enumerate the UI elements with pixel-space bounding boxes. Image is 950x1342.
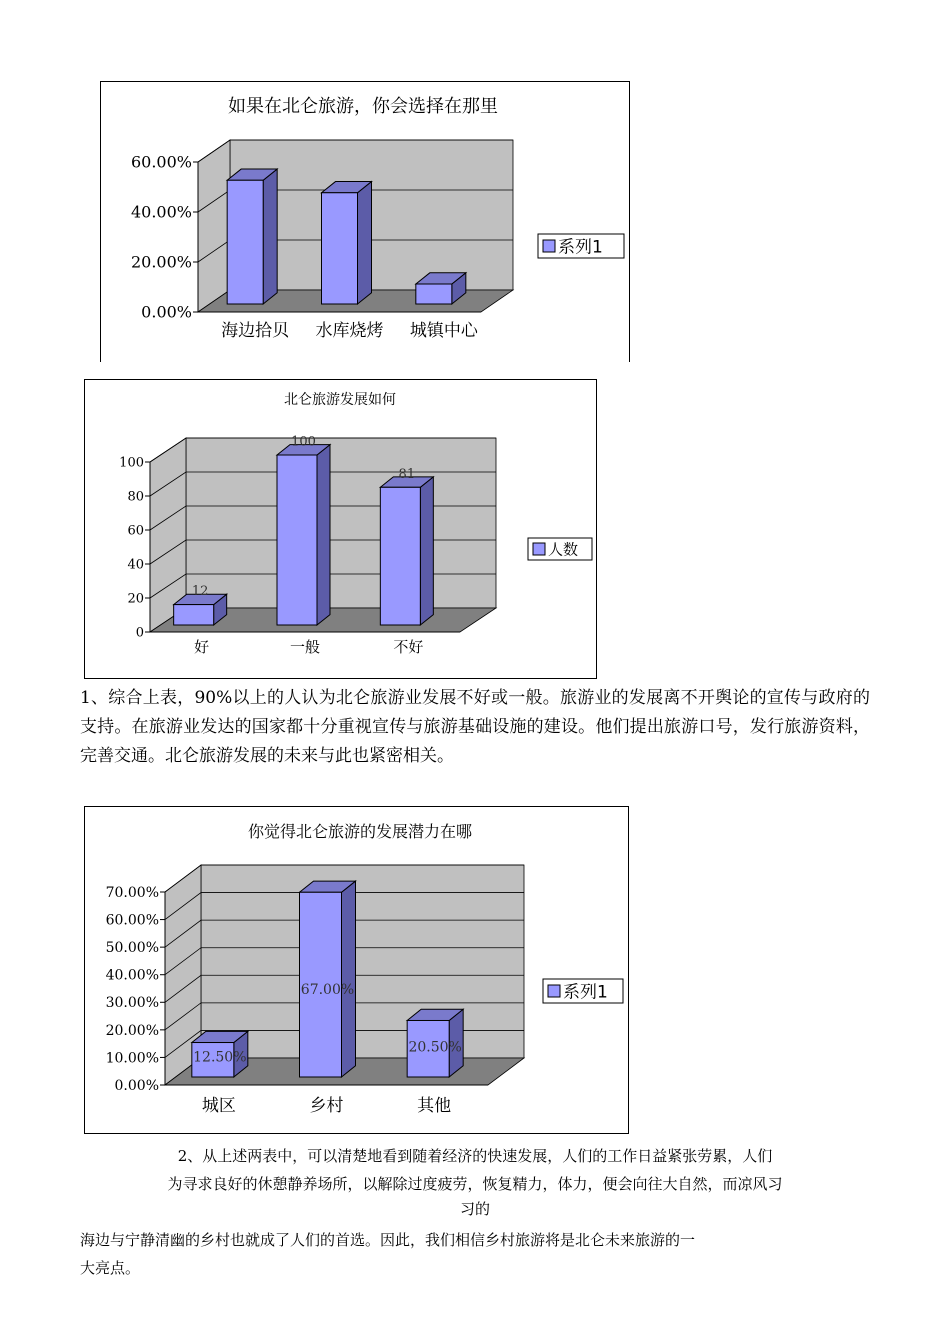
chart-data-label: 12	[191, 584, 209, 600]
chart-category-label: 海边拾贝	[221, 321, 290, 341]
chart-y-tick-label: 40.00%	[105, 967, 159, 984]
chart-2	[84, 379, 597, 679]
chart-title: 你觉得北仑旅游的发展潜力在哪	[247, 822, 473, 841]
chart-category-label: 城镇中心	[409, 321, 478, 341]
chart-y-tick-label: 60.00%	[130, 152, 192, 172]
chart-bar-side	[420, 477, 433, 625]
chart-bar	[380, 487, 420, 625]
chart-3	[84, 806, 629, 1134]
chart-data-label: 81	[398, 466, 416, 482]
chart-bar	[277, 455, 317, 625]
chart-y-tick-label: 0.00%	[114, 1077, 159, 1094]
chart-category-label: 一般	[289, 638, 321, 656]
chart-category-label: 好	[194, 638, 210, 656]
chart-1-svg	[101, 82, 629, 362]
chart-y-tick-label: 0	[135, 625, 144, 641]
chart-legend-swatch	[543, 240, 555, 252]
chart-y-tick-label: 20.00%	[130, 252, 192, 272]
paragraph-2-line-4: 海边与宁静清幽的乡村也就成了人们的首选。因此，我们相信乡村旅游将是北仑未来旅游的一	[80, 1231, 696, 1249]
chart-y-tick-label: 20.00%	[105, 1022, 159, 1039]
chart-title: 北仑旅游发展如何	[284, 392, 396, 408]
chart-bar	[227, 180, 263, 304]
chart-1	[100, 81, 630, 362]
chart-legend-swatch	[548, 985, 560, 997]
chart-y-tick-label: 0.00%	[141, 302, 192, 322]
chart-y-tick-label: 70.00%	[105, 884, 159, 901]
chart-back-wall	[201, 865, 524, 1058]
chart-category-label: 乡村	[309, 1096, 344, 1116]
chart-legend-label: 系列1	[558, 237, 603, 258]
chart-legend-swatch	[533, 543, 545, 555]
chart-data-label: 67.00%	[300, 981, 355, 998]
chart-category-label: 不好	[393, 638, 424, 656]
chart-side-wall	[198, 140, 230, 312]
chart-y-tick-label: 60	[127, 523, 144, 539]
chart-data-label: 20.50%	[408, 1039, 462, 1056]
paragraph-2-line-3: 习的	[459, 1200, 490, 1218]
chart-bar	[416, 284, 452, 304]
chart-legend-label: 人数	[548, 540, 579, 559]
chart-y-tick-label: 60.00%	[105, 912, 159, 929]
chart-bar-side	[263, 169, 277, 304]
chart-bar-side	[358, 182, 372, 304]
chart-y-tick-label: 100	[119, 455, 144, 471]
chart-y-tick-label: 40.00%	[130, 202, 192, 222]
chart-y-tick-label: 30.00%	[105, 995, 159, 1012]
chart-bar	[174, 605, 214, 625]
chart-data-label: 12.50%	[193, 1049, 247, 1066]
chart-back-wall	[186, 438, 496, 608]
paragraph-2-line-2: 为寻求良好的休憩静养场所，以解除过度疲劳，恢复精力，体力，便会向往大自然，而凉风习	[167, 1175, 783, 1193]
chart-bar	[322, 193, 358, 304]
paragraph-1: 1、综合上表，90%以上的人认为北仑旅游业发展不好或一般。旅游业的发展离不开舆论的宣传与政府的支持。在旅游业发达的国家都十分重视宣传与旅游基础设施的建设。他们提出旅游口号，发行旅游资料，完善交通。北仑旅游发展的未来与此也紧密相关。	[80, 688, 870, 766]
chart-y-tick-label: 80	[127, 489, 144, 505]
chart-bar-side	[342, 881, 356, 1077]
chart-2-svg	[85, 380, 596, 678]
chart-y-tick-label: 20	[127, 591, 144, 607]
paragraph-2	[80, 1142, 870, 1282]
chart-title: 如果在北仑旅游，你会选择在那里	[228, 96, 498, 117]
chart-y-tick-label: 40	[127, 557, 144, 573]
paragraph-2-line-1: 2、从上述两表中，可以清楚地看到随着经济的快速发展，人们的工作日益紧张劳累，人们	[177, 1147, 773, 1165]
paragraph-2-line-5: 大亮点。	[80, 1259, 141, 1277]
chart-data-label: 100	[291, 434, 316, 450]
chart-y-tick-label: 10.00%	[105, 1050, 159, 1067]
chart-bar-side	[317, 445, 330, 625]
chart-legend-label: 系列1	[563, 982, 608, 1003]
chart-category-label: 其他	[417, 1096, 452, 1116]
chart-category-label: 城区	[201, 1096, 236, 1116]
chart-category-label: 水库烧烤	[315, 321, 384, 341]
chart-y-tick-label: 50.00%	[105, 940, 159, 957]
chart-3-svg	[85, 807, 628, 1133]
